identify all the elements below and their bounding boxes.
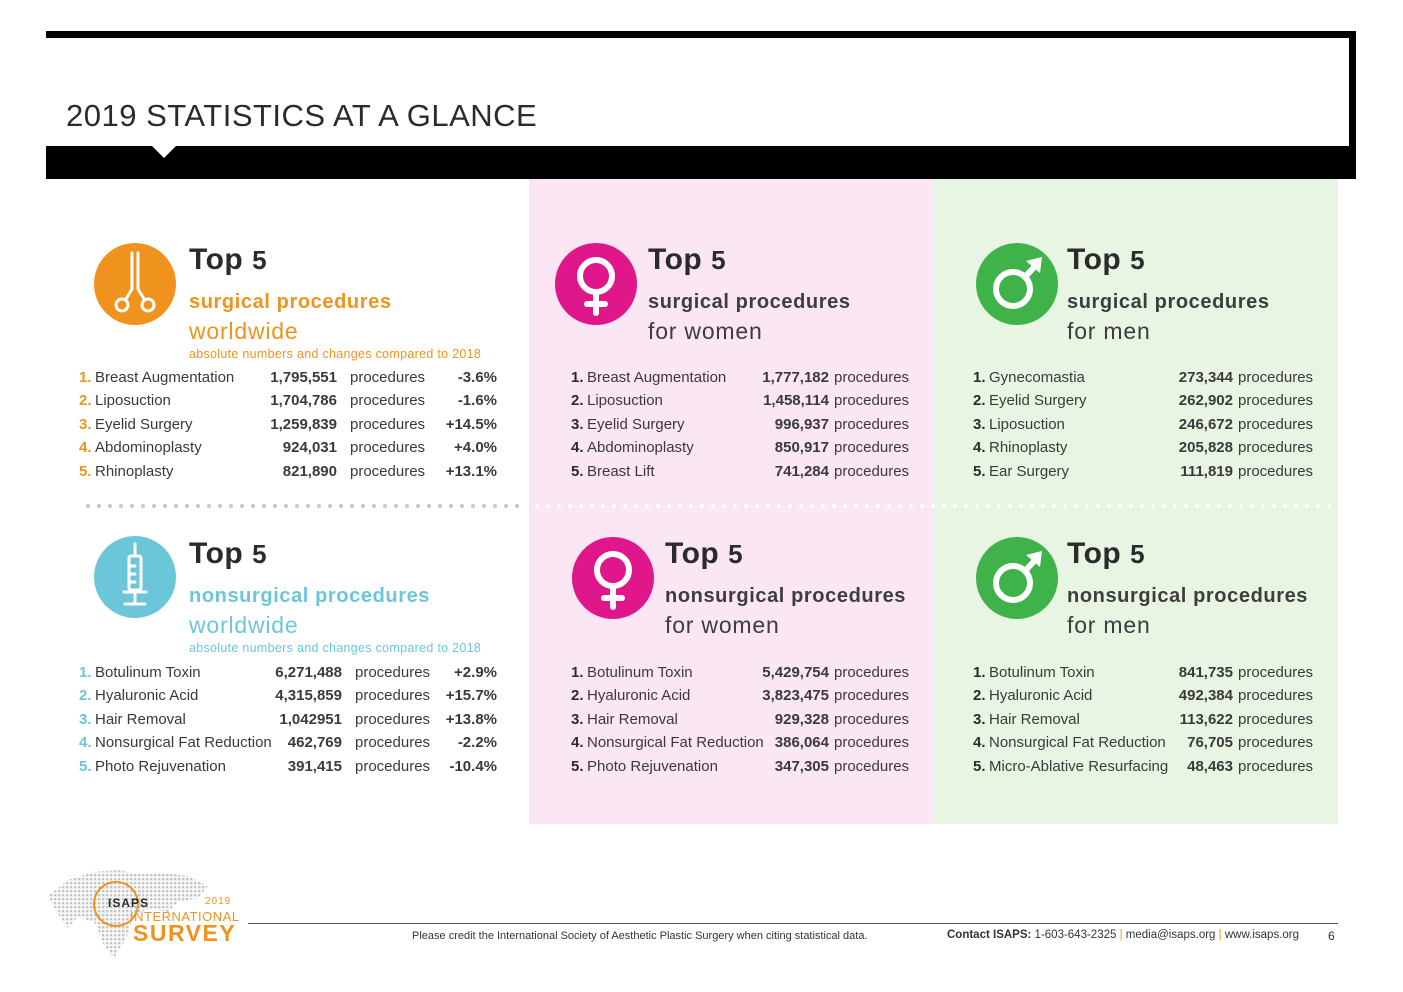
- list-item: [571, 664, 916, 684]
- procedure-count: 48,463: [1187, 757, 1233, 775]
- procedure-count: 205,828: [1178, 439, 1233, 457]
- contact-phone: 1-603-643-2325: [1034, 929, 1117, 941]
- list-item: [973, 392, 1321, 412]
- list-item: [571, 439, 916, 459]
- procedure-name: Nonsurgical Fat Reduction: [989, 734, 1166, 752]
- list-item: [79, 711, 499, 731]
- rank-number: 5.: [973, 757, 986, 775]
- rank-number: 4.: [571, 439, 584, 457]
- change-percent: -1.6%: [457, 392, 497, 410]
- rank-number: 1.: [973, 369, 986, 386]
- procedure-count: 841,735: [1178, 664, 1233, 681]
- list-item: [973, 734, 1321, 754]
- unit-label: procedures: [355, 757, 431, 775]
- rank-number: 2.: [79, 392, 92, 410]
- list-item: [571, 758, 916, 778]
- procedure-count: 347,305: [774, 757, 829, 775]
- unit-label: procedures: [1238, 734, 1314, 752]
- section-scope: for men: [1067, 318, 1151, 344]
- rank-number: 3.: [79, 415, 92, 433]
- procedure-name: Micro-Ablative Resurfacing: [989, 757, 1169, 775]
- list-item: [79, 369, 499, 389]
- unit-label: procedures: [350, 369, 426, 386]
- procedure-count: 3,823,475: [762, 687, 829, 705]
- list-item: [571, 392, 916, 412]
- list-item: [571, 734, 916, 754]
- female-symbol-icon: [572, 537, 654, 619]
- change-percent: +2.9%: [454, 664, 497, 681]
- list-item: [79, 463, 499, 483]
- unit-label: procedures: [1238, 392, 1314, 410]
- rank-number: 3.: [79, 710, 92, 728]
- top5-heading: Top 5: [1067, 243, 1146, 276]
- change-percent: -2.2%: [457, 734, 497, 752]
- procedure-name: Liposuction: [95, 392, 171, 410]
- procedure-name: Hair Removal: [587, 710, 678, 728]
- rank-number: 1.: [79, 664, 92, 681]
- unit-label: procedures: [355, 687, 431, 705]
- top5-heading: Top 5: [189, 243, 268, 276]
- section-scope: worldwide: [189, 612, 299, 638]
- list-item: [79, 416, 499, 436]
- unit-label: procedures: [350, 415, 426, 433]
- change-percent: +15.7%: [445, 687, 497, 705]
- section-subtitle: surgical procedures: [1067, 291, 1270, 313]
- unit-label: procedures: [1238, 369, 1314, 386]
- procedure-name: Botulinum Toxin: [989, 664, 1095, 681]
- unit-label: procedures: [834, 710, 910, 728]
- rank-number: 2.: [571, 392, 584, 410]
- procedure-count: 741,284: [774, 462, 829, 480]
- procedure-count: 462,769: [287, 734, 342, 752]
- procedure-name: Eyelid Surgery: [587, 415, 685, 433]
- procedure-name: Nonsurgical Fat Reduction: [587, 734, 764, 752]
- list-item: [571, 687, 916, 707]
- change-percent: +4.0%: [454, 439, 497, 457]
- unit-label: procedures: [350, 439, 426, 457]
- male-symbol-icon: [976, 537, 1058, 619]
- rank-number: 2.: [973, 392, 986, 410]
- procedure-count: 113,622: [1179, 710, 1233, 728]
- list-item: [973, 463, 1321, 483]
- change-percent: +14.5%: [445, 415, 497, 433]
- section-scope: for women: [648, 318, 763, 344]
- procedure-name: Breast Lift: [587, 462, 655, 480]
- list-item: [79, 687, 499, 707]
- page-title: 2019 STATISTICS AT A GLANCE: [66, 98, 538, 133]
- female-symbol-icon: [555, 243, 637, 325]
- rank-number: 1.: [79, 369, 92, 386]
- top5-heading: Top 5: [1067, 537, 1146, 570]
- procedure-count: 821,890: [282, 462, 337, 480]
- rank-number: 4.: [79, 734, 92, 752]
- procedure-count: 6,271,488: [275, 664, 342, 681]
- rank-number: 3.: [973, 710, 986, 728]
- list-item: [973, 687, 1321, 707]
- logo-survey: SURVEY: [133, 920, 237, 946]
- dotted-separator-world: [84, 500, 524, 512]
- logo-isaps-text: ISAPS: [108, 896, 150, 910]
- contact-website[interactable]: www.isaps.org: [1224, 929, 1300, 941]
- rank-number: 1.: [571, 369, 584, 386]
- procedure-name: Hyaluronic Acid: [587, 687, 691, 705]
- procedure-name: Hair Removal: [95, 710, 186, 728]
- list-item: [973, 664, 1321, 684]
- rank-number: 5.: [571, 757, 584, 775]
- procedure-list: [571, 369, 916, 489]
- list-item: [571, 711, 916, 731]
- procedure-list: [973, 664, 1321, 784]
- section-scope: for men: [1067, 612, 1151, 638]
- procedure-name: Rhinoplasty: [989, 439, 1068, 457]
- section-subtitle: nonsurgical procedures: [665, 585, 907, 607]
- unit-label: procedures: [1238, 757, 1314, 775]
- change-percent: -3.6%: [457, 369, 497, 386]
- logo-international: INTERNATIONAL: [130, 909, 240, 924]
- procedure-count: 391,415: [287, 757, 342, 775]
- procedure-count: 273,344: [1178, 369, 1233, 386]
- procedure-name: Nonsurgical Fat Reduction: [95, 734, 272, 752]
- procedure-name: Botulinum Toxin: [95, 664, 201, 681]
- rank-number: 2.: [571, 687, 584, 705]
- unit-label: procedures: [834, 462, 910, 480]
- procedure-name: Breast Augmentation: [587, 369, 727, 386]
- procedure-count: 1,795,551: [270, 369, 337, 386]
- header-notch: [152, 146, 176, 158]
- procedure-count: 1,259,839: [270, 415, 337, 433]
- unit-label: procedures: [834, 734, 910, 752]
- rank-number: 2.: [973, 687, 986, 705]
- footer-contact: Contact ISAPS: 1-603-643-2325 | media@isaps.org | www.isaps.org: [947, 929, 1300, 941]
- unit-label: procedures: [834, 687, 910, 705]
- procedure-count: 1,777,182: [762, 369, 829, 386]
- section-subtitle: surgical procedures: [648, 291, 851, 313]
- procedure-count: 111,819: [1180, 462, 1233, 480]
- rank-number: 1.: [973, 664, 986, 681]
- procedure-count: 929,328: [774, 710, 829, 728]
- procedure-name: Breast Augmentation: [95, 369, 235, 386]
- procedure-count: 492,384: [1178, 687, 1233, 705]
- procedure-count: 262,902: [1178, 392, 1233, 410]
- rank-number: 4.: [973, 734, 986, 752]
- procedure-list: [79, 369, 499, 489]
- male-symbol-icon: [976, 243, 1058, 325]
- procedure-list: [79, 664, 499, 784]
- list-item: [973, 369, 1321, 389]
- section-subtitle: nonsurgical procedures: [1067, 585, 1309, 607]
- procedure-name: Abdominoplasty: [587, 439, 694, 457]
- section-note: absolute numbers and changes compared to 2018: [189, 641, 482, 655]
- procedure-count: 76,705: [1187, 734, 1233, 752]
- unit-label: procedures: [355, 664, 431, 681]
- top5-heading: Top 5: [648, 243, 727, 276]
- procedure-list: [973, 369, 1321, 489]
- procedure-name: Photo Rejuvenation: [587, 757, 718, 775]
- rank-number: 5.: [973, 462, 986, 480]
- rank-number: 4.: [79, 439, 92, 457]
- procedure-name: Botulinum Toxin: [587, 664, 693, 681]
- procedure-name: Hyaluronic Acid: [989, 687, 1093, 705]
- procedure-list: [571, 664, 916, 784]
- procedure-count: 850,917: [774, 439, 829, 457]
- rank-number: 3.: [973, 415, 986, 433]
- unit-label: procedures: [834, 369, 910, 386]
- section-scope: worldwide: [189, 318, 299, 344]
- contact-label: Contact ISAPS:: [947, 929, 1032, 941]
- list-item: [571, 369, 916, 389]
- procedure-name: Liposuction: [989, 415, 1065, 433]
- unit-label: procedures: [1238, 415, 1314, 433]
- rank-number: 1.: [571, 664, 584, 681]
- procedure-count: 1,458,114: [763, 392, 829, 410]
- change-percent: +13.1%: [445, 462, 497, 480]
- list-item: [973, 711, 1321, 731]
- change-percent: -10.4%: [449, 757, 497, 775]
- procedure-count: 1,704,786: [270, 392, 337, 410]
- procedure-count: 924,031: [282, 439, 337, 457]
- section-subtitle: surgical procedures: [189, 291, 392, 313]
- unit-label: procedures: [834, 757, 910, 775]
- unit-label: procedures: [834, 415, 910, 433]
- footer-rule: [248, 923, 1338, 924]
- unit-label: procedures: [350, 392, 426, 410]
- procedure-name: Photo Rejuvenation: [95, 757, 226, 775]
- procedure-name: Gynecomastia: [989, 369, 1085, 386]
- section-subtitle: nonsurgical procedures: [189, 585, 431, 607]
- top5-heading: Top 5: [189, 537, 268, 570]
- unit-label: procedures: [834, 392, 910, 410]
- procedure-name: Hyaluronic Acid: [95, 687, 199, 705]
- procedure-count: 996,937: [774, 415, 829, 433]
- rank-number: 4.: [571, 734, 584, 752]
- change-percent: +13.8%: [445, 710, 497, 728]
- unit-label: procedures: [1238, 710, 1314, 728]
- list-item: [571, 463, 916, 483]
- procedure-count: 5,429,754: [762, 664, 829, 681]
- list-item: [79, 758, 499, 778]
- top5-heading: Top 5: [665, 537, 744, 570]
- list-item: [973, 439, 1321, 459]
- list-item: [571, 416, 916, 436]
- procedure-name: Ear Surgery: [989, 462, 1070, 480]
- list-item: [973, 758, 1321, 778]
- section-note: absolute numbers and changes compared to 2018: [189, 347, 482, 361]
- unit-label: procedures: [1238, 462, 1314, 480]
- unit-label: procedures: [1238, 439, 1314, 457]
- rank-number: 5.: [79, 757, 92, 775]
- section-scope: for women: [665, 612, 780, 638]
- unit-label: procedures: [355, 734, 431, 752]
- rank-number: 5.: [571, 462, 584, 480]
- procedure-name: Liposuction: [587, 392, 663, 410]
- footer-credit: Please credit the International Society of Aesthetic Plastic Surgery when citing statistical data.: [412, 930, 868, 942]
- list-item: [79, 734, 499, 754]
- rank-number: 4.: [973, 439, 986, 457]
- procedure-name: Hair Removal: [989, 710, 1080, 728]
- procedure-count: 4,315,859: [275, 687, 342, 705]
- syringe-icon: [94, 536, 176, 618]
- rank-number: 3.: [571, 710, 584, 728]
- rank-number: 2.: [79, 687, 92, 705]
- list-item: [79, 664, 499, 684]
- logo-year: 2019: [205, 896, 232, 907]
- unit-label: procedures: [350, 462, 426, 480]
- contact-email[interactable]: media@isaps.org: [1125, 929, 1216, 941]
- unit-label: procedures: [355, 710, 431, 728]
- procedure-count: 246,672: [1178, 415, 1233, 433]
- unit-label: procedures: [1238, 687, 1314, 705]
- procedure-name: Abdominoplasty: [95, 439, 202, 457]
- procedure-name: Rhinoplasty: [95, 462, 174, 480]
- procedure-name: Eyelid Surgery: [989, 392, 1087, 410]
- unit-label: procedures: [834, 439, 910, 457]
- rank-number: 5.: [79, 462, 92, 480]
- list-item: [973, 416, 1321, 436]
- procedure-count: 386,064: [774, 734, 829, 752]
- page-number: 6: [1328, 929, 1335, 943]
- list-item: [79, 392, 499, 412]
- rank-number: 3.: [571, 415, 584, 433]
- unit-label: procedures: [1238, 664, 1314, 681]
- procedure-count: 1,042951: [279, 710, 342, 728]
- list-item: [79, 439, 499, 459]
- procedure-name: Eyelid Surgery: [95, 415, 193, 433]
- scissors-icon: [94, 243, 176, 325]
- dotted-separator-gender: [529, 500, 1338, 512]
- unit-label: procedures: [834, 664, 910, 681]
